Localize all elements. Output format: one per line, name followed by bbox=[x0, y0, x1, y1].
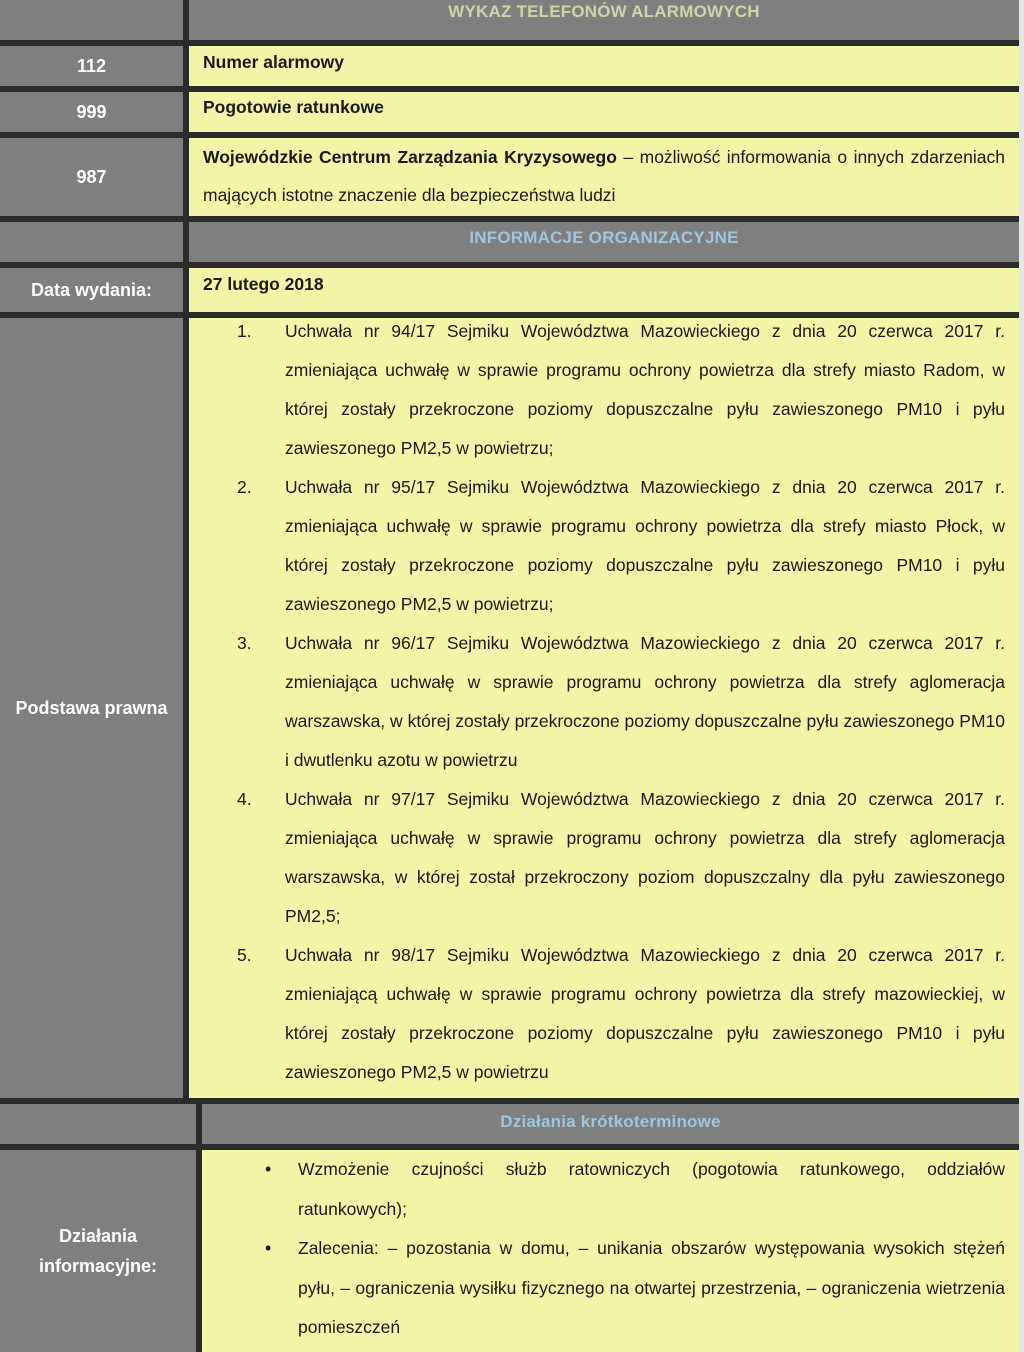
phone-desc-987: – możliwość informowania o innych zdarzeniach mających istotne znaczenie dla bezpieczeństwa ludzi bbox=[203, 147, 1005, 205]
row-divider bbox=[0, 86, 1024, 92]
legal-basis-item bbox=[237, 780, 1005, 936]
org-header-left-blank bbox=[0, 222, 183, 262]
phone-number-112: 112 bbox=[0, 46, 183, 86]
info-actions-item-text: Wzmożenie czujności służb ratowniczych (pogotowia ratunkowego, oddziałów ratunkowych); bbox=[298, 1159, 1005, 1219]
phone-name-999: Pogotowie ratunkowe bbox=[189, 92, 1019, 132]
legal-basis-item-text: Uchwała nr 94/17 Sejmiku Województwa Mazowieckiego z dnia 20 czerwca 2017 r. zmieniająca uchwałę w sprawie programu ochrony powietrza dla strefy miasto Radom, w której zostały przekroczone poziomy dopuszczalne pyłu zawieszonego PM10 i pyłu zawieszonego PM2,5 w powietrzu; bbox=[285, 321, 1005, 458]
info-actions-label bbox=[0, 1150, 196, 1352]
issue-date-value: 27 lutego 2018 bbox=[189, 268, 1019, 312]
phone-row-987 bbox=[189, 138, 1019, 216]
legal-basis-item-text: Uchwała nr 98/17 Sejmiku Województwa Mazowieckiego z dnia 20 czerwca 2017 r. zmieniającą uchwałę w sprawie programu ochrony powietrza dla strefy mazowieckiej, w której zostały przekroczone poziomy dopuszczalne pyłu zawieszonego PM10 i pyłu zawieszonego PM2,5 w powietrzu bbox=[285, 945, 1005, 1082]
info-actions-label-line1: Działania bbox=[58, 1226, 138, 1246]
legal-basis-item-text: Uchwała nr 97/17 Sejmiku Województwa Mazowieckiego z dnia 20 czerwca 2017 r. zmieniająca uchwałę w sprawie programu ochrony powietrza dla strefy aglomeracja warszawska, w której został przekroczony poziom dopuszczalny dla pyłu zawieszonego PM2,5; bbox=[285, 789, 1005, 926]
row-divider bbox=[0, 216, 1024, 222]
row-divider bbox=[0, 262, 1024, 268]
column-divider bbox=[196, 1104, 202, 1352]
legal-basis-item-number: 5. bbox=[237, 945, 252, 965]
legal-basis-item bbox=[237, 936, 1005, 1092]
phone-number-999: 999 bbox=[0, 92, 183, 132]
info-actions-label-line2: informacyjne: bbox=[38, 1256, 158, 1276]
row-divider bbox=[0, 40, 1024, 46]
legal-basis-item-number: 3. bbox=[237, 633, 252, 653]
info-actions-list bbox=[216, 1150, 1005, 1348]
legal-basis-item-text: Uchwała nr 96/17 Sejmiku Województwa Mazowieckiego z dnia 20 czerwca 2017 r. zmieniająca uchwałę w sprawie programu ochrony powietrza dla strefy aglomeracja warszawska, w której zostały przekroczone poziomy dopuszczalne pyłu zawieszonego PM10 i dwutlenku azotu w powietrzu bbox=[285, 633, 1005, 770]
legal-basis-item bbox=[237, 468, 1005, 624]
alarm-phones-header: WYKAZ TELEFONÓW ALARMOWYCH bbox=[189, 0, 1019, 40]
column-divider bbox=[183, 0, 189, 1098]
legal-basis-item bbox=[237, 312, 1005, 468]
info-actions-item bbox=[265, 1229, 1005, 1348]
bullet-icon: • bbox=[265, 1238, 272, 1258]
row-divider bbox=[0, 1098, 1024, 1104]
org-info-header: INFORMACJE ORGANIZACYJNE bbox=[189, 222, 1019, 262]
legal-basis-item-text: Uchwała nr 95/17 Sejmiku Województwa Mazowieckiego z dnia 20 czerwca 2017 r. zmieniająca uchwałę w sprawie programu ochrony powietrza dla strefy miasto Płock, w której zostały przekroczone poziomy dopuszczalne pyłu zawieszonego PM10 i pyłu zawieszonego PM2,5 w powietrzu; bbox=[285, 477, 1005, 614]
legal-basis-item bbox=[237, 624, 1005, 780]
issue-date-label: Data wydania: bbox=[0, 268, 183, 312]
bullet-icon: • bbox=[265, 1159, 272, 1179]
row-divider bbox=[0, 312, 1024, 318]
phone-name-987: Wojewódzkie Centrum Zarządzania Kryzysowego bbox=[203, 147, 617, 167]
short-term-actions-header: Działania krótkoterminowe bbox=[202, 1104, 1019, 1144]
info-actions-item bbox=[265, 1150, 1005, 1229]
legal-basis-item-number: 2. bbox=[237, 477, 252, 497]
legal-basis-label: Podstawa prawna bbox=[0, 318, 183, 1098]
info-actions-item-text: Zalecenia: – pozostania w domu, – unikania obszarów występowania wysokich stężeń pyłu, – ograniczenia wysiłku fizycznego na otwartej przestrzenia, – ograniczenia wietrzenia pomieszczeń bbox=[298, 1238, 1005, 1337]
phone-name-112: Numer alarmowy bbox=[189, 46, 1019, 86]
phone-number-987: 987 bbox=[0, 138, 183, 216]
short-term-header-left-blank bbox=[0, 1104, 196, 1144]
legal-basis-content bbox=[189, 318, 1019, 1098]
legal-basis-list bbox=[203, 312, 1005, 1092]
row-divider bbox=[0, 132, 1024, 138]
info-actions-content bbox=[202, 1150, 1019, 1352]
row-divider bbox=[0, 1144, 1024, 1150]
legal-basis-item-number: 4. bbox=[237, 789, 252, 809]
legal-basis-item-number: 1. bbox=[237, 321, 252, 341]
header-left-blank bbox=[0, 0, 183, 40]
right-border bbox=[1019, 0, 1024, 1352]
